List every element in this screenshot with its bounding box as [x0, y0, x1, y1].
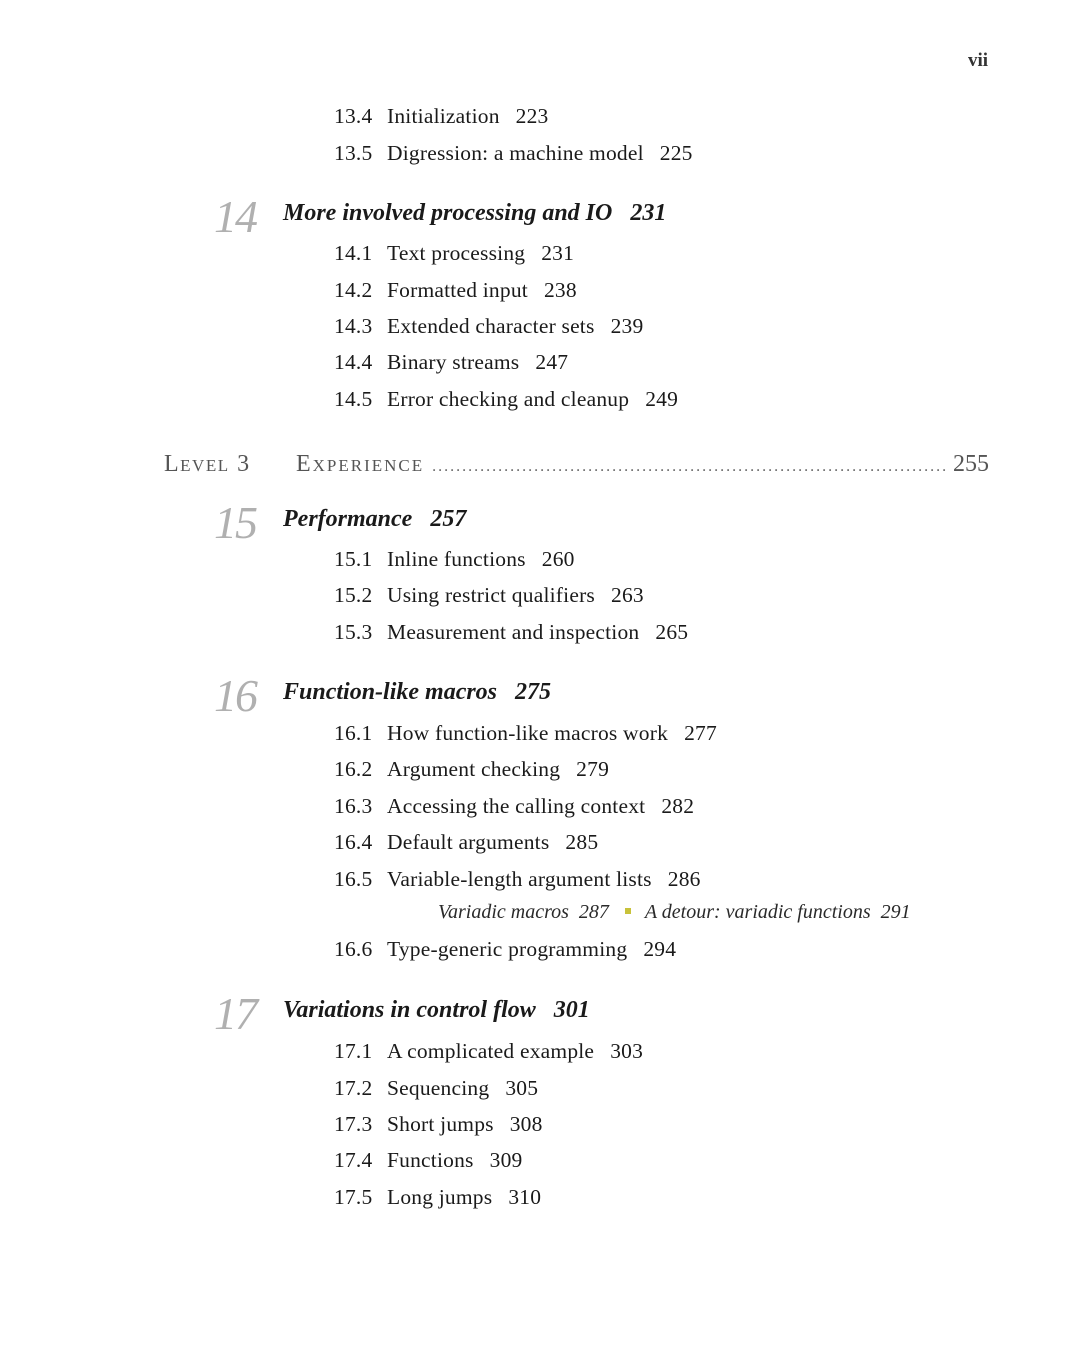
toc-entry[interactable] — [334, 278, 577, 303]
section-title: Accessing the calling context — [387, 794, 646, 818]
section-number: 14.1 — [334, 241, 373, 265]
level-page: 255 — [953, 451, 989, 477]
section-number: 15.1 — [334, 547, 373, 571]
bullet-separator — [625, 908, 631, 914]
chapter-page: 231 — [630, 200, 667, 226]
toc-entry[interactable] — [334, 1039, 643, 1064]
toc-entry[interactable] — [334, 937, 676, 962]
section-title: Binary streams — [387, 350, 520, 374]
section-page: 231 — [541, 241, 575, 265]
section-number: 15.2 — [334, 583, 373, 607]
section-number: 16.3 — [334, 794, 373, 818]
section-page: 247 — [535, 350, 569, 374]
section-page: 265 — [655, 620, 689, 644]
chapter-number: 14 — [214, 191, 256, 242]
chapter-title: Variations in control flow — [283, 997, 536, 1023]
section-page: 286 — [667, 867, 701, 891]
section-title: Type-generic programming — [387, 937, 628, 961]
section-page: 239 — [610, 314, 644, 338]
level-title: Experience — [296, 451, 425, 477]
section-number: 14.5 — [334, 387, 373, 411]
section-page: 260 — [541, 547, 575, 571]
subsection-page: 287 — [578, 901, 609, 923]
page-number: vii — [967, 50, 988, 71]
section-title: Long jumps — [387, 1185, 493, 1209]
section-number: 16.6 — [334, 937, 373, 961]
section-title: A complicated example — [387, 1039, 595, 1063]
section-page: 282 — [661, 794, 695, 818]
chapter-title: More involved processing and IO — [283, 200, 613, 226]
toc-entry[interactable] — [334, 757, 609, 782]
section-title: Variable-length argument lists — [387, 867, 652, 891]
toc-entry[interactable] — [334, 867, 701, 892]
section-number: 14.3 — [334, 314, 373, 338]
section-number: 16.2 — [334, 757, 373, 781]
toc-entry[interactable] — [334, 1148, 522, 1173]
section-number: 17.3 — [334, 1112, 373, 1136]
section-title: Short jumps — [387, 1112, 494, 1136]
toc-entry[interactable] — [334, 583, 644, 608]
section-number: 17.1 — [334, 1039, 373, 1063]
section-number: 14.2 — [334, 278, 373, 302]
section-page: 285 — [565, 830, 599, 854]
level-heading[interactable] — [164, 451, 989, 478]
section-number: 16.1 — [334, 721, 373, 745]
subsection-title[interactable]: Variadic macros — [438, 901, 569, 923]
chapter-title: Function-like macros — [283, 679, 498, 705]
toc-entry[interactable] — [334, 1185, 541, 1210]
section-title: Sequencing — [387, 1076, 490, 1100]
section-page: 310 — [508, 1185, 542, 1209]
section-number: 17.4 — [334, 1148, 373, 1172]
section-title: Digression: a machine model — [387, 141, 644, 165]
toc-entry[interactable] — [334, 794, 694, 819]
chapter-number: 16 — [214, 670, 256, 721]
toc-entry[interactable] — [334, 1076, 538, 1101]
toc-entry[interactable] — [334, 547, 575, 572]
section-page: 308 — [509, 1112, 543, 1136]
section-number: 13.4 — [334, 104, 373, 128]
section-title: Formatted input — [387, 278, 528, 302]
section-number: 16.5 — [334, 867, 373, 891]
section-title: How function-like macros work — [387, 721, 669, 745]
section-page: 225 — [659, 141, 693, 165]
section-title: Measurement and inspection — [387, 620, 640, 644]
chapter-number: 17 — [214, 988, 256, 1039]
section-page: 249 — [645, 387, 679, 411]
section-number: 14.4 — [334, 350, 373, 374]
chapter-title: Performance — [283, 506, 413, 532]
section-page: 309 — [489, 1148, 523, 1172]
section-number: 15.3 — [334, 620, 373, 644]
section-page: 238 — [543, 278, 577, 302]
toc-entry[interactable] — [334, 620, 688, 645]
section-title: Inline functions — [387, 547, 526, 571]
section-title: Functions — [387, 1148, 474, 1172]
toc-entry[interactable] — [334, 104, 549, 129]
toc-entry[interactable] — [334, 314, 643, 339]
section-title: Using restrict qualifiers — [387, 583, 596, 607]
section-number: 13.5 — [334, 141, 373, 165]
section-title: Text processing — [387, 241, 526, 265]
section-page: 303 — [610, 1039, 644, 1063]
section-title: Default arguments — [387, 830, 550, 854]
section-number: 17.2 — [334, 1076, 373, 1100]
subsection-line — [438, 901, 911, 924]
section-page: 279 — [576, 757, 610, 781]
toc-entry[interactable] — [334, 721, 717, 746]
section-number: 16.4 — [334, 830, 373, 854]
section-number: 17.5 — [334, 1185, 373, 1209]
toc-entry[interactable] — [334, 241, 574, 266]
section-page: 223 — [515, 104, 549, 128]
subsection-title[interactable]: A detour: variadic functions — [644, 901, 871, 923]
subsection-page: 291 — [880, 901, 911, 923]
toc-entry[interactable] — [334, 350, 568, 375]
section-title: Argument checking — [387, 757, 561, 781]
section-page: 277 — [684, 721, 717, 745]
chapter-page: 301 — [553, 997, 590, 1023]
level-label: Level 3 — [164, 451, 251, 477]
section-page: 263 — [611, 583, 644, 607]
toc-entry[interactable] — [334, 141, 693, 166]
leader-dots — [432, 458, 949, 476]
section-title: Error checking and cleanup — [387, 387, 630, 411]
section-page: 294 — [643, 937, 677, 961]
chapter-page: 275 — [515, 679, 552, 705]
toc-entry[interactable] — [334, 830, 598, 855]
chapter-number: 15 — [214, 497, 256, 548]
chapter-page: 257 — [430, 506, 467, 532]
section-title: Initialization — [387, 104, 500, 128]
toc-entry[interactable] — [334, 1112, 543, 1137]
section-title: Extended character sets — [387, 314, 595, 338]
toc-entry[interactable] — [334, 387, 678, 412]
section-page: 305 — [505, 1076, 539, 1100]
